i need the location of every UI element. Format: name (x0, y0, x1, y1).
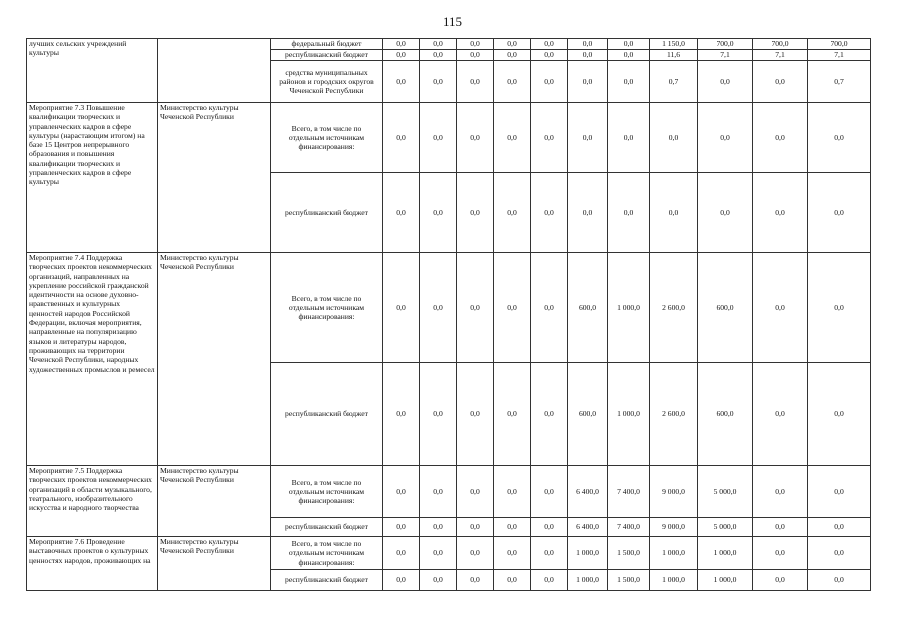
amount-cell: 0,0 (494, 253, 531, 363)
amount-cell: 0,0 (383, 39, 420, 50)
amount-cell: 0,0 (383, 363, 420, 466)
amount-cell: 0,0 (383, 466, 420, 518)
amount-cell: 0,0 (494, 518, 531, 537)
amount-cell: 0,0 (568, 39, 608, 50)
funding-source-cell: республиканский бюджет (271, 173, 383, 253)
amount-cell: 0,0 (420, 466, 457, 518)
amount-cell: 0,0 (457, 363, 494, 466)
activity-name-cell: Мероприятие 7.6 Проведение выставочных проектов о культурных ценностях народов, проживающих на (27, 537, 158, 591)
amount-cell: 9 000,0 (650, 518, 698, 537)
page-number: 115 (442, 14, 463, 29)
amount-cell: 0,0 (383, 537, 420, 570)
amount-cell: 0,0 (753, 253, 808, 363)
funding-source-cell: Всего, в том числе по отдельным источникам финансирования: (271, 253, 383, 363)
amount-cell: 9 000,0 (650, 466, 698, 518)
amount-cell: 0,0 (420, 518, 457, 537)
executor-cell (158, 39, 271, 103)
amount-cell: 6 400,0 (568, 518, 608, 537)
amount-cell: 0,0 (383, 50, 420, 61)
amount-cell: 0,0 (531, 50, 568, 61)
amount-cell: 0,0 (608, 39, 650, 50)
amount-cell: 1 000,0 (698, 537, 753, 570)
activity-name-cell: лучших сельских учреждений культуры (27, 39, 158, 103)
amount-cell: 0,0 (531, 466, 568, 518)
amount-cell: 0,0 (753, 518, 808, 537)
amount-cell: 0,0 (494, 103, 531, 173)
amount-cell: 0,0 (383, 61, 420, 103)
activity-name-cell: Мероприятие 7.4 Поддержка творческих проектов некоммерческих организаций, направленных на укрепление российской гражданской идентичности на основе духовно-нравственных и культурных ценностей народов Российской Федерации, включая мероприятия, направленные на популяризацию языков и литературы народов, проживающих на территории Чеченской Республики, народных художественных промыслов и ремесел (27, 253, 158, 466)
amount-cell: 1 000,0 (650, 570, 698, 591)
amount-cell: 0,0 (457, 173, 494, 253)
amount-cell: 0,0 (383, 253, 420, 363)
table-row (27, 537, 871, 570)
amount-cell: 0,0 (568, 50, 608, 61)
amount-cell: 0,0 (383, 173, 420, 253)
amount-cell: 0,0 (531, 253, 568, 363)
amount-cell: 0,0 (808, 103, 871, 173)
amount-cell: 0,0 (531, 518, 568, 537)
amount-cell: 600,0 (698, 363, 753, 466)
executor-cell: Министерство культуры Чеченской Республики (158, 103, 271, 253)
amount-cell: 7,1 (753, 50, 808, 61)
amount-cell: 7,1 (808, 50, 871, 61)
amount-cell: 1 000,0 (650, 537, 698, 570)
amount-cell: 0,0 (698, 173, 753, 253)
amount-cell: 0,0 (494, 50, 531, 61)
amount-cell: 0,0 (808, 363, 871, 466)
amount-cell: 0,0 (494, 173, 531, 253)
amount-cell: 1 150,0 (650, 39, 698, 50)
amount-cell: 0,0 (420, 363, 457, 466)
amount-cell: 1 000,0 (568, 537, 608, 570)
amount-cell: 7 400,0 (608, 518, 650, 537)
amount-cell: 2 600,0 (650, 363, 698, 466)
table-row (27, 466, 871, 518)
amount-cell: 0,0 (753, 570, 808, 591)
amount-cell: 0,0 (753, 103, 808, 173)
amount-cell: 0,7 (808, 61, 871, 103)
amount-cell: 0,0 (531, 61, 568, 103)
amount-cell: 700,0 (808, 39, 871, 50)
funding-source-cell: федеральный бюджет (271, 39, 383, 50)
amount-cell: 700,0 (753, 39, 808, 50)
amount-cell: 0,0 (494, 466, 531, 518)
executor-cell: Министерство культуры Чеченской Республики (158, 253, 271, 466)
activity-name-cell: Мероприятие 7.3 Повышение квалификации творческих и управленческих кадров в сфере культуры (нарастающим итогом) на базе 15 Центров непрерывного образования и повышения квалификации творческих и управленческих кадров в сфере культуры (27, 103, 158, 253)
amount-cell: 0,0 (608, 50, 650, 61)
amount-cell: 1 000,0 (568, 570, 608, 591)
amount-cell: 0,0 (420, 50, 457, 61)
amount-cell: 0,0 (753, 537, 808, 570)
amount-cell: 1 500,0 (608, 537, 650, 570)
amount-cell: 0,0 (457, 61, 494, 103)
amount-cell: 0,0 (808, 518, 871, 537)
financing-table (26, 38, 871, 591)
amount-cell: 6 400,0 (568, 466, 608, 518)
amount-cell: 0,0 (420, 570, 457, 591)
amount-cell: 0,0 (698, 61, 753, 103)
amount-cell: 0,0 (494, 39, 531, 50)
amount-cell: 0,0 (650, 173, 698, 253)
amount-cell: 0,0 (753, 61, 808, 103)
amount-cell: 0,0 (753, 363, 808, 466)
amount-cell: 0,0 (808, 537, 871, 570)
amount-cell: 0,0 (531, 39, 568, 50)
executor-cell: Министерство культуры Чеченской Республики (158, 537, 271, 591)
amount-cell: 0,0 (608, 61, 650, 103)
amount-cell: 1 500,0 (608, 570, 650, 591)
amount-cell: 0,0 (420, 173, 457, 253)
amount-cell: 0,0 (568, 173, 608, 253)
amount-cell: 0,0 (753, 466, 808, 518)
amount-cell: 1 000,0 (608, 253, 650, 363)
amount-cell: 11,6 (650, 50, 698, 61)
amount-cell: 0,0 (457, 50, 494, 61)
amount-cell: 0,0 (420, 103, 457, 173)
funding-source-cell: республиканский бюджет (271, 518, 383, 537)
amount-cell: 0,0 (457, 570, 494, 591)
funding-source-cell: средства муниципальных районов и городских округов Чеченской Республики (271, 61, 383, 103)
amount-cell: 7 400,0 (608, 466, 650, 518)
amount-cell: 0,0 (608, 103, 650, 173)
amount-cell: 0,0 (698, 103, 753, 173)
amount-cell: 0,0 (383, 570, 420, 591)
funding-source-cell: Всего, в том числе по отдельным источникам финансирования: (271, 466, 383, 518)
amount-cell: 0,0 (494, 61, 531, 103)
amount-cell: 0,0 (568, 103, 608, 173)
amount-cell: 700,0 (698, 39, 753, 50)
table-row (27, 253, 871, 363)
amount-cell: 0,0 (808, 173, 871, 253)
amount-cell: 1 000,0 (698, 570, 753, 591)
amount-cell: 5 000,0 (698, 466, 753, 518)
amount-cell: 0,0 (457, 253, 494, 363)
amount-cell: 0,0 (531, 537, 568, 570)
amount-cell: 0,0 (457, 537, 494, 570)
amount-cell: 0,0 (753, 173, 808, 253)
amount-cell: 7,1 (698, 50, 753, 61)
funding-source-cell: республиканский бюджет (271, 50, 383, 61)
amount-cell: 0,0 (531, 570, 568, 591)
amount-cell: 0,0 (383, 103, 420, 173)
table-row (27, 39, 871, 50)
amount-cell: 0,0 (383, 518, 420, 537)
amount-cell: 0,0 (420, 61, 457, 103)
amount-cell: 0,0 (608, 173, 650, 253)
amount-cell: 0,0 (531, 173, 568, 253)
amount-cell: 600,0 (568, 253, 608, 363)
amount-cell: 600,0 (568, 363, 608, 466)
amount-cell: 0,0 (494, 363, 531, 466)
funding-source-cell: республиканский бюджет (271, 570, 383, 591)
amount-cell: 0,0 (531, 363, 568, 466)
amount-cell: 0,0 (457, 518, 494, 537)
amount-cell: 0,0 (457, 103, 494, 173)
amount-cell: 0,0 (531, 103, 568, 173)
funding-source-cell: Всего, в том числе по отдельным источникам финансирования: (271, 103, 383, 173)
amount-cell: 0,0 (420, 253, 457, 363)
amount-cell: 0,0 (457, 39, 494, 50)
amount-cell: 0,0 (420, 537, 457, 570)
amount-cell: 0,0 (494, 570, 531, 591)
amount-cell: 0,0 (457, 466, 494, 518)
amount-cell: 0,0 (808, 253, 871, 363)
amount-cell: 1 000,0 (608, 363, 650, 466)
amount-cell: 600,0 (698, 253, 753, 363)
executor-cell: Министерство культуры Чеченской Республики (158, 466, 271, 537)
amount-cell: 0,0 (494, 537, 531, 570)
amount-cell: 0,0 (808, 570, 871, 591)
amount-cell: 0,0 (568, 61, 608, 103)
amount-cell: 0,0 (808, 466, 871, 518)
amount-cell: 0,0 (650, 103, 698, 173)
amount-cell: 0,7 (650, 61, 698, 103)
amount-cell: 2 600,0 (650, 253, 698, 363)
funding-source-cell: Всего, в том числе по отдельным источникам финансирования: (271, 537, 383, 570)
amount-cell: 0,0 (420, 39, 457, 50)
table-row (27, 103, 871, 173)
amount-cell: 5 000,0 (698, 518, 753, 537)
activity-name-cell: Мероприятие 7.5 Поддержка творческих проектов некоммерческих организаций в области музыкального, театрального, изобразительного искусства и народного творчества (27, 466, 158, 537)
funding-source-cell: республиканский бюджет (271, 363, 383, 466)
